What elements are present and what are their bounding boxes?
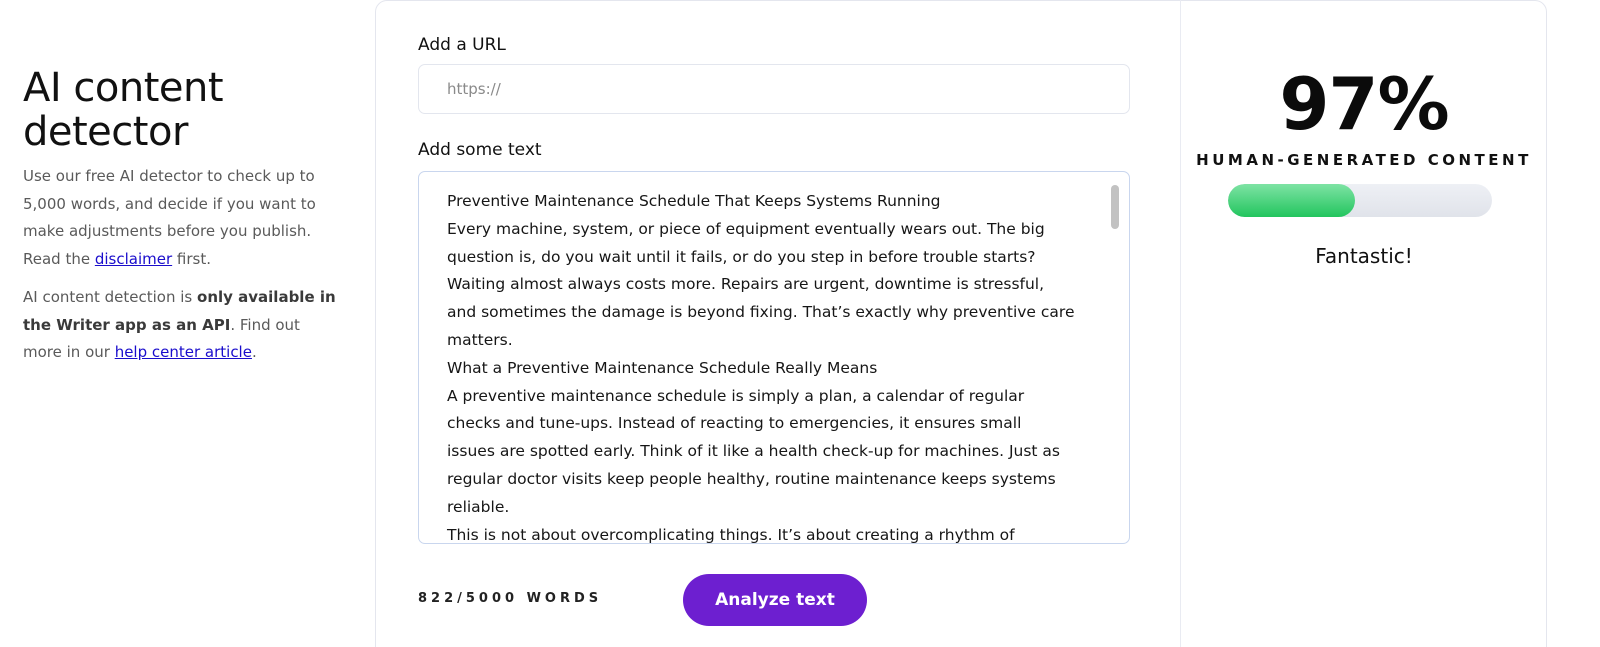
page-title-line1: AI content (23, 65, 224, 111)
url-input[interactable] (418, 64, 1130, 114)
verdict-text: Fantastic! (1315, 244, 1413, 268)
api-note-mid: . Find out more in our (23, 315, 300, 361)
text-label: Add some text (418, 140, 542, 160)
text-line: reliable. (447, 497, 510, 516)
text-line: What a Preventive Maintenance Schedule Really Means (447, 358, 878, 377)
score-label: HUMAN-GENERATED CONTENT (1196, 151, 1532, 169)
text-line: checks and tune-ups. Instead of reacting to emergencies, it ensures small (447, 414, 1022, 433)
text-line: This is not about overcomplicating things. It’s about creating a rhythm of (447, 525, 1015, 544)
intro-description-text: Use our free AI detector to check up to 5,000 words, and decide if you want to make adjustments before you publish. Read the (23, 167, 316, 268)
text-line: Waiting almost always costs more. Repairs are urgent, downtime is stressful, (447, 275, 1045, 294)
url-label: Add a URL (418, 35, 506, 55)
api-note (23, 284, 343, 367)
text-line: matters. (447, 330, 513, 349)
textarea-scrollbar[interactable] (1111, 185, 1119, 229)
score-progress-fill (1228, 184, 1355, 217)
score-progress-bar (1228, 184, 1492, 217)
text-input-area[interactable] (418, 171, 1130, 544)
text-line: Every machine, system, or piece of equipment eventually wears out. The big (447, 219, 1045, 238)
text-line: regular doctor visits keep people healthy, routine maintenance keeps systems (447, 469, 1056, 488)
api-note-text: AI content detection is (23, 288, 198, 306)
text-line: issues are spotted early. Think of it like a health check-up for machines. Just as (447, 442, 1061, 461)
api-note-tail: . (251, 343, 257, 361)
text-line: question is, do you wait until it fails, or do you step in before trouble starts? (447, 247, 1036, 266)
page-title-line2: detector (23, 109, 188, 155)
score-value: 97% (1279, 62, 1449, 146)
intro-description (23, 163, 343, 273)
word-count: 822/5000 WORDS (418, 591, 603, 606)
text-line: A preventive maintenance schedule is simply a plan, a calendar of regular (447, 386, 1025, 405)
intro-description-tail: first. (172, 249, 211, 268)
text-line: Preventive Maintenance Schedule That Keeps Systems Running (447, 192, 941, 210)
help-center-link[interactable]: help center article (114, 343, 252, 361)
text-line: and sometimes the damage is beyond fixing. That’s exactly why preventive care (447, 303, 1075, 322)
intro-section (23, 66, 343, 367)
api-note-bold: only available in the Writer app as an API (23, 288, 336, 334)
analyze-text-button[interactable]: Analyze text (683, 574, 867, 626)
disclaimer-link[interactable]: disclaimer (94, 249, 173, 268)
text-content[interactable] (447, 188, 1087, 544)
page-title (23, 66, 343, 154)
